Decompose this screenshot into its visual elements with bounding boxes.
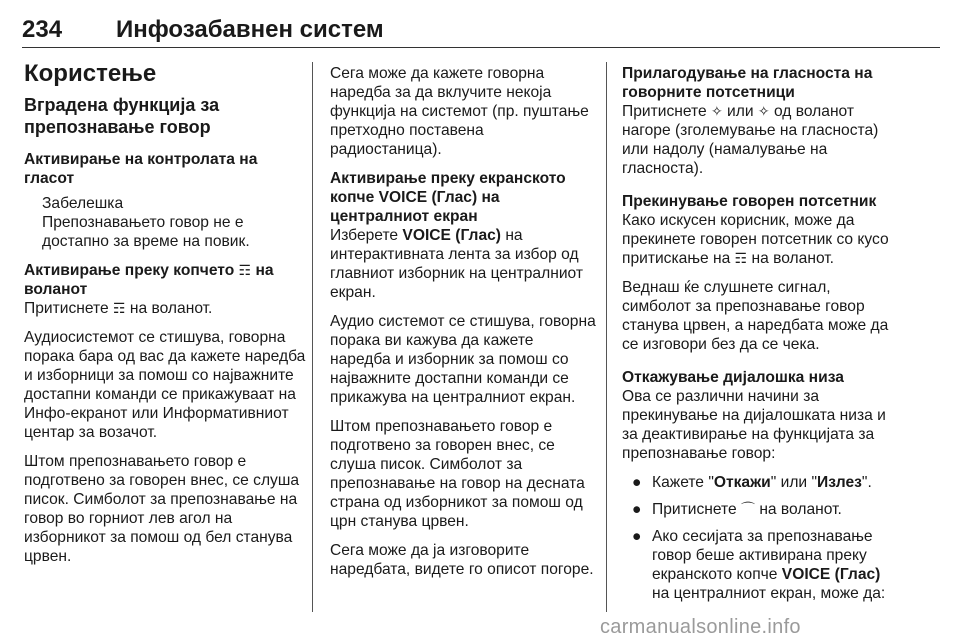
note-text: Препознавањето говор не е достапно за време на повик. — [42, 214, 250, 250]
column-divider-2 — [606, 62, 607, 612]
paragraph-select: Изберете VOICE (Глас) на интерактивната лента за избор од главниот изборник на централниот екран. — [330, 227, 584, 301]
paragraph-ready-2: Штом препознавањето говор е подготвено за говорен внес, се слуша писок. Симболот за препознавање на говор на десната страна од изборникот за помош од црн станува црвен. — [330, 418, 585, 530]
voice-button-icon: ☶ — [238, 262, 252, 278]
paragraph-volume: Притиснете ✧ или ✧ од воланот нагоре (зголемување на гласноста) или надолу (намалување на гласноста). — [622, 103, 879, 177]
paragraph-signal: Веднаш ќе слушнете сигнал, симболот за препознавање говор станува црвен, а наредбата може да се изговори без да се чека. — [622, 279, 889, 353]
paragraph-command: Сега може да кажете говорна наредба за да вклучите некоја функција на системот (пр. пуштање претходно поставена радиостаница). — [330, 65, 589, 158]
volume-down-icon: ✧ — [757, 103, 770, 119]
watermark: carmanualsonline.info — [600, 616, 801, 638]
heading-activate-voice: Активирање на контролата на гласот — [24, 151, 258, 187]
note-block — [42, 194, 306, 251]
heading-interrupt: Прекинување говорен потсетник — [622, 193, 877, 210]
paragraph-interrupt: Како искусен корисник, може да прекинете говорен потсетник со кусо притискање на ☶ на воланот. — [622, 212, 889, 267]
volume-up-icon: ✧ — [710, 103, 723, 119]
heading-activate-button: Активирање преку копчето ☶ на воланот — [24, 262, 274, 298]
note-title: Забелешка — [42, 195, 124, 212]
heading-voice-screen-button: Активирање преку екранското копче VOICE (Глас) на централниот екран — [330, 170, 566, 225]
subsection-title: Вградена функција за препознавање говор — [24, 95, 220, 137]
bullet-icon: ● — [632, 474, 642, 491]
column-1 — [24, 60, 306, 576]
section-title: Користење — [24, 60, 157, 87]
column-3 — [622, 64, 894, 611]
heading-volume: Прилагодување на гласноста на говорните потсетници — [622, 65, 873, 101]
voice-button-icon: ☶ — [112, 300, 126, 316]
paragraph-ready: Штом препознавањето говор е подготвено за говорен внес, се слуша писок. Симболот за препознавање на говор во горниот лев агол на изборникот за помош од бел станува црвен. — [24, 453, 300, 565]
bullet-icon: ● — [632, 501, 642, 518]
page-header — [22, 14, 940, 48]
list-item: ● Кажете "Откажи" или "Излез". — [632, 474, 872, 491]
paragraph-cancel: Ова се различни начини за прекинување на дијалошката низа и за деактивирање на функцијата за препознавање говор: — [622, 388, 886, 462]
paragraph-audio-2: Аудио системот се стишува, говорна порака ви кажува да кажете наредба и изборник за помош со најважните достапни команди се прикажува на централниот екран. — [330, 313, 596, 406]
list-item: ● Притиснете ⌒ на воланот. — [632, 501, 842, 518]
voice-button-icon: ☶ — [734, 250, 748, 266]
paragraph-audio: Аудиосистемот се стишува, говорна порака бара од вас да кажете наредба и изборници за помош со најважните достапни команди се прикажуваат на Инфо-екранот или Информативниот центар за возачот. — [24, 329, 306, 441]
bullet-icon: ● — [632, 528, 642, 545]
page-number: 234 — [22, 16, 63, 43]
page-header-title: Инфозабавнен систем — [116, 16, 384, 43]
heading-cancel-dialog: Откажување дијалошка низа — [622, 369, 844, 386]
header-rule — [22, 47, 940, 48]
paragraph-speak: Сега може да ја изговорите наредбата, видете го описот погоре. — [330, 542, 594, 578]
column-2 — [330, 64, 598, 589]
cancel-list — [622, 473, 894, 603]
column-divider-1 — [312, 62, 313, 612]
end-call-icon: ⌒ — [740, 501, 755, 517]
paragraph-press: Притиснете ☶ на воланот. — [24, 300, 213, 317]
list-item: ● Ако сесијата за препознавање говор беше активирана преку екранското копче VOICE (Глас) на централниот екран, може да: — [632, 528, 886, 602]
